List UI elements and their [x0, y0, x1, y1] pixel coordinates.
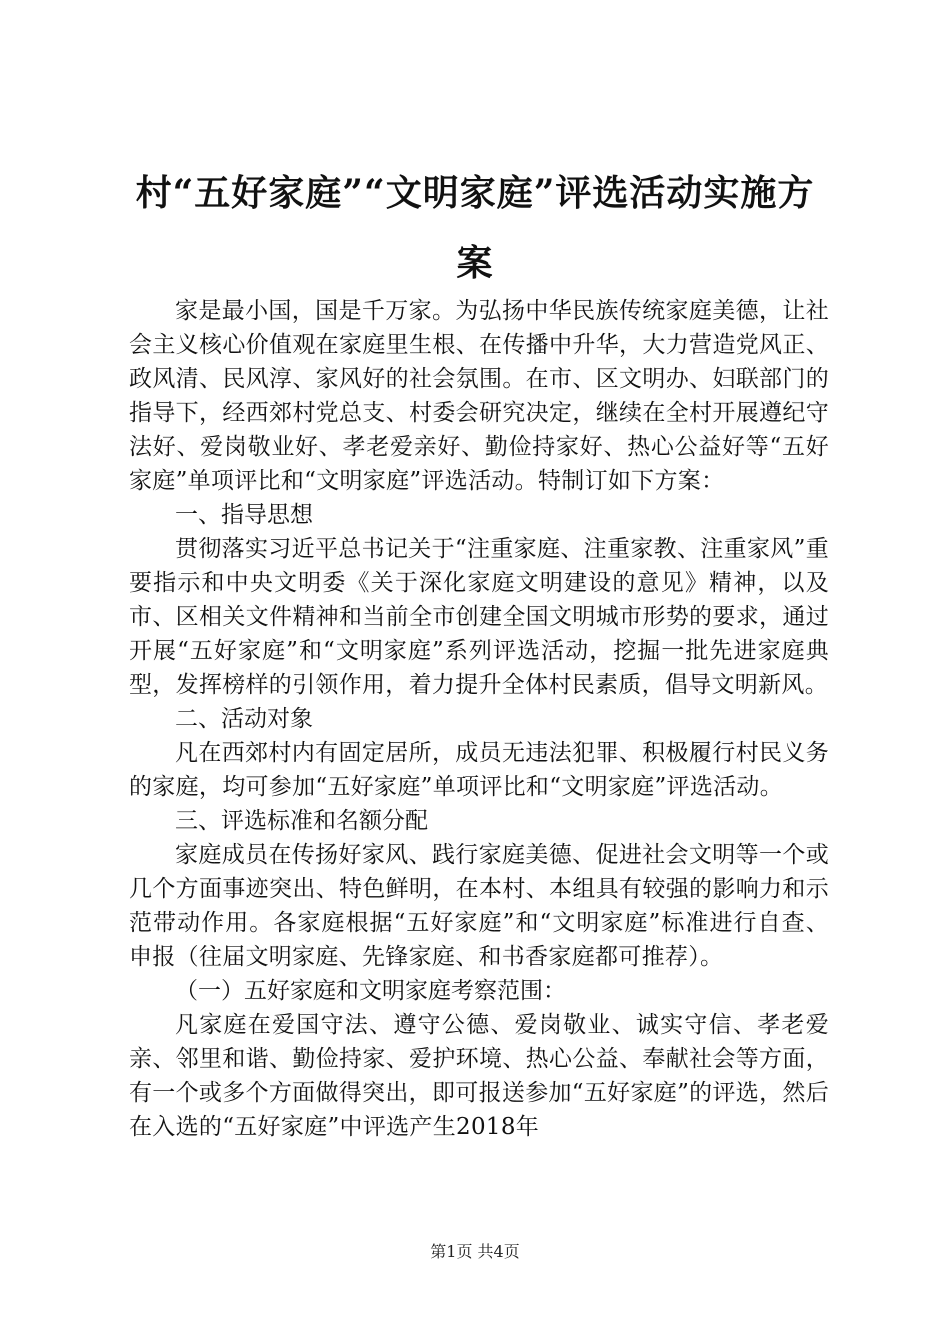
intro-paragraph: 家是最小国，国是千万家。为弘扬中华民族传统家庭美德，让社会主义核心价值观在家庭里生根、在传播中升华，大力营造党风正、政风清、民风淳、家风好的社会氛围。在市、区文明办、妇联部门的指导下，经西郊村党总支、村委会研究决定，继续在全村开展遵纪守法好、爱岗敬业好、孝老爱亲好、勤俭持家好、热心公益好等“五好家庭”单项评比和“文明家庭”评选活动。特制订如下方案：: [129, 298, 829, 494]
section-heading-selection-criteria: 三、评选标准和名额分配: [175, 808, 428, 834]
page-number-footer: 第1页 共4页: [430, 1242, 520, 1261]
activity-targets-paragraph: 凡在西郊村内有固定居所，成员无违法犯罪、积极履行村民义务的家庭，均可参加“五好家庭”单项评比和“文明家庭”评选活动。: [129, 740, 829, 800]
document-title: 村“五好家庭”“文明家庭”评选活动实施方案: [135, 172, 815, 284]
subsection-heading-scope: （一）五好家庭和文明家庭考察范围：: [175, 978, 566, 1004]
section-heading-guiding-thought: 一、指导思想: [175, 502, 313, 528]
guiding-thought-paragraph: 贯彻落实习近平总书记关于“注重家庭、注重家教、注重家风”重要指示和中央文明委《关于深化家庭文明建设的意见》精神，以及市、区相关文件精神和当前全市创建全国文明城市形势的要求，通过开展“五好家庭”和“文明家庭”系列评选活动，挖掘一批先进家庭典型，发挥榜样的引领作用，着力提升全体村民素质，倡导文明新风。: [129, 536, 829, 698]
selection-criteria-paragraph: 家庭成员在传扬好家风、践行家庭美德、促进社会文明等一个或几个方面事迹突出、特色鲜明，在本村、本组具有较强的影响力和示范带动作用。各家庭根据“五好家庭”和“文明家庭”标准进行自查、申报（往届文明家庭、先锋家庭、和书香家庭都可推荐）。: [129, 842, 829, 970]
document-body: [129, 294, 829, 1144]
section-heading-activity-targets: 二、活动对象: [175, 706, 313, 732]
scope-paragraph: 凡家庭在爱国守法、遵守公德、爱岗敬业、诚实守信、孝老爱亲、邻里和谐、勤俭持家、爱护环境、热心公益、奉献社会等方面，有一个或多个方面做得突出，即可报送参加“五好家庭”的评选，然后在入选的“五好家庭”中评选产生2018年: [129, 1012, 829, 1140]
